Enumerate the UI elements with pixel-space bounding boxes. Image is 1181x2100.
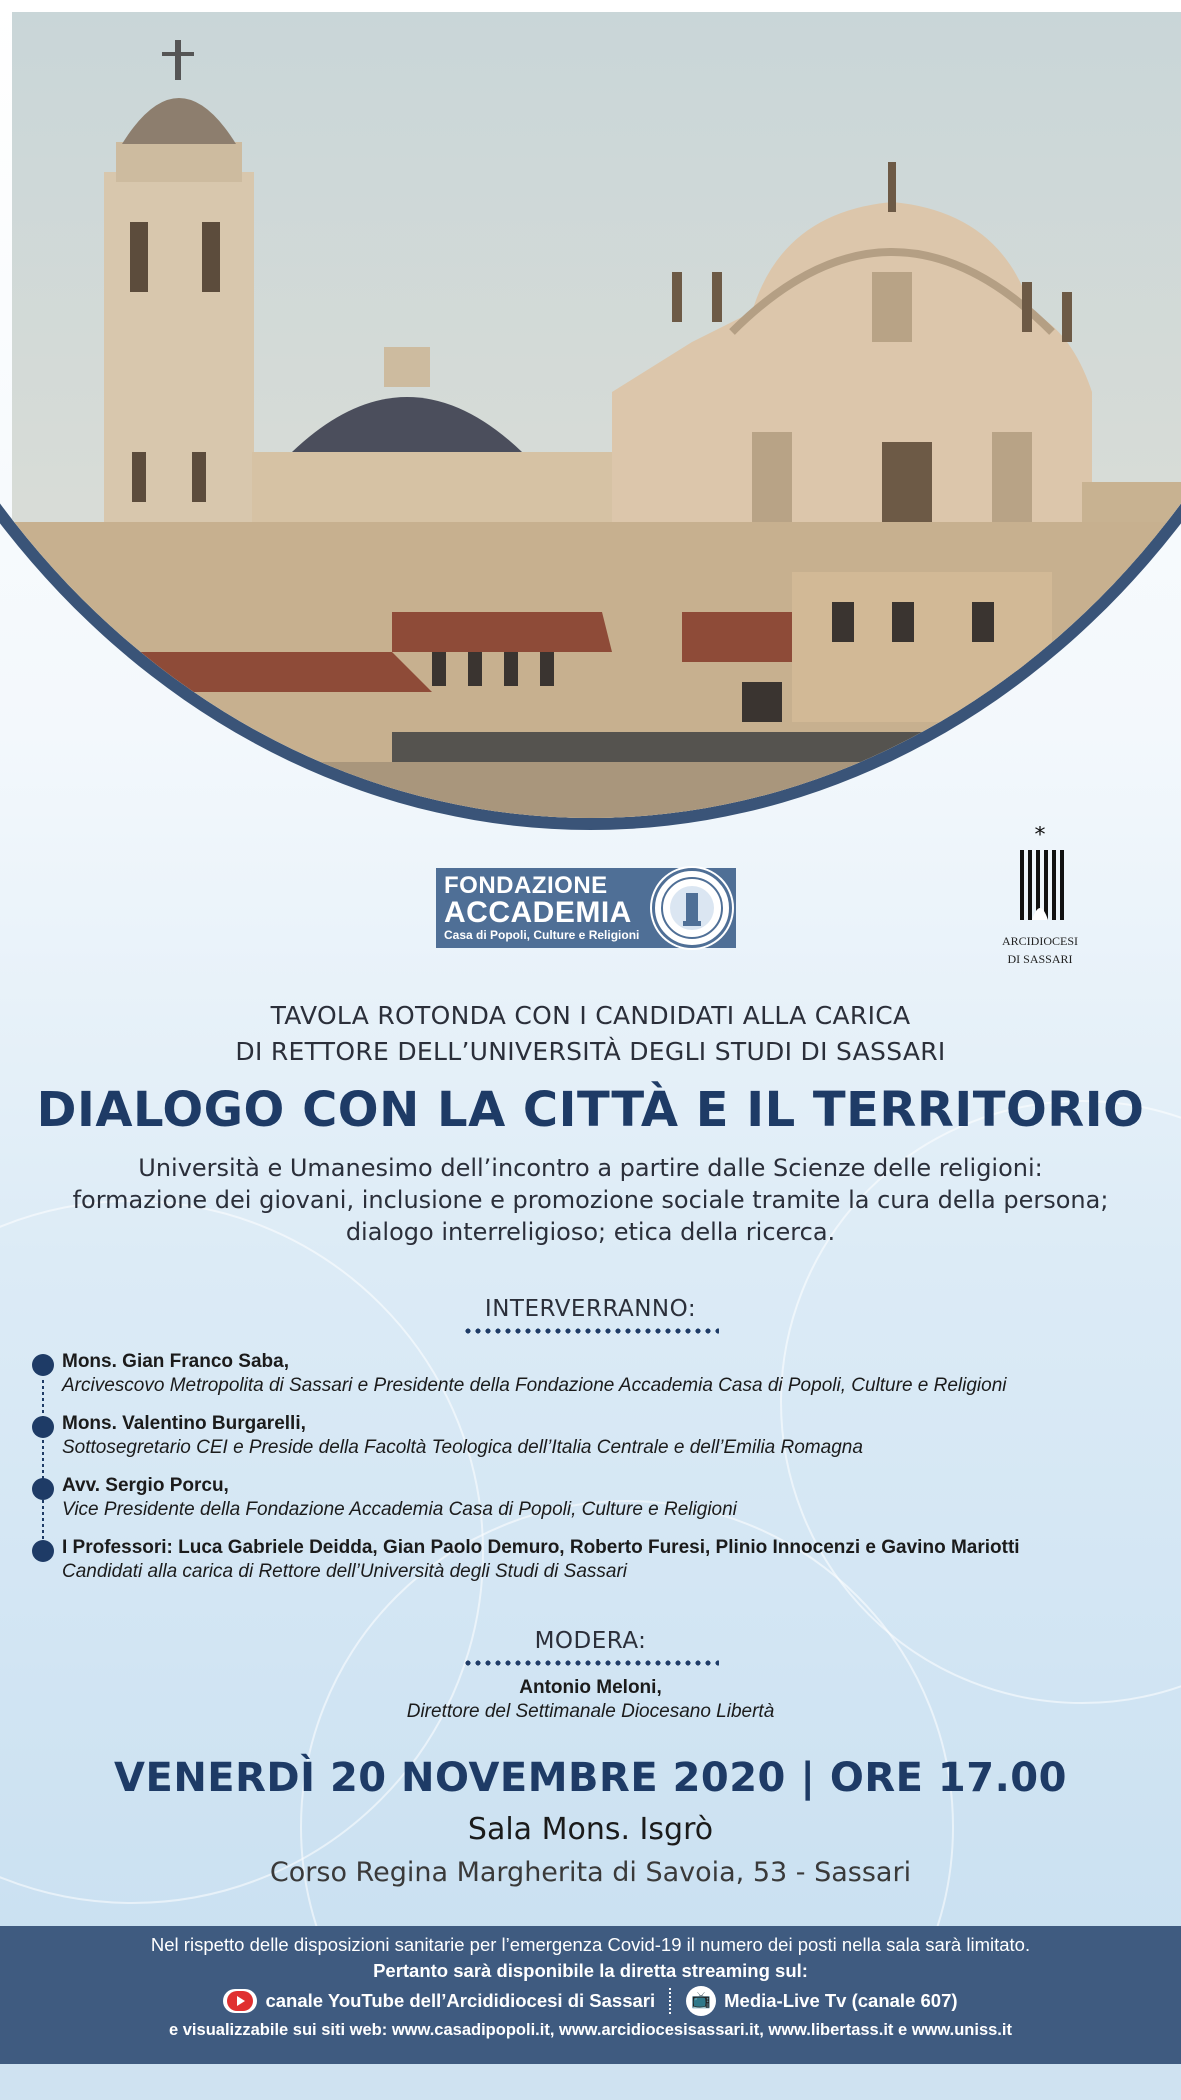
footer-channels — [0, 1984, 1181, 2018]
logo-line-2: ACCADEMIA — [444, 896, 632, 929]
speaker-item — [30, 1536, 1160, 1584]
footer-banner — [0, 1926, 1181, 2064]
speaker-name: Mons. Valentino Burgarelli — [62, 1413, 301, 1434]
event-date: VENERDÌ 20 NOVEMBRE 2020 | ORE 17.00 — [114, 1755, 1067, 1801]
svg-text:*: * — [1034, 826, 1046, 848]
speaker-name: I Professori: Luca Gabriele Deidda, Gian Paolo Demuro, Roberto Furesi, Plinio Innocenzi e Gavino Mariotti — [62, 1537, 1020, 1558]
subtitle-line-1: TAVOLA ROTONDA CON I CANDIDATI ALLA CARICA — [270, 1001, 911, 1030]
speaker-role: Vice Presidente della Fondazione Accademia Casa di Popoli, Culture e Religioni — [62, 1499, 737, 1520]
tv-icon: 📺 — [686, 1986, 716, 2016]
event-subtitle — [0, 998, 1181, 1070]
speaker-role: Arcivescovo Metropolita di Sassari e Presidente della Fondazione Accademia Casa di Popoli, Culture e Religioni — [62, 1375, 1007, 1396]
logo-line-1: FONDAZIONE — [444, 872, 608, 899]
fondazione-seal-icon — [652, 868, 732, 948]
bullet-icon — [32, 1478, 54, 1500]
arcidiocesi-line-2: DI SASSARI — [1007, 952, 1073, 966]
tv-channel-link[interactable]: Media-Live Tv (canale 607) — [724, 1990, 958, 2011]
arcidiocesi-line-1: ARCIDIOCESI — [1001, 934, 1078, 948]
cathedral-photo — [12, 12, 1181, 830]
logo-line-3: Casa di Popoli, Culture e Religioni — [444, 928, 640, 942]
speaker-item: Mons. Gian Franco Saba, Arcivescovo Metropolita di Sassari e Presidente della Fondazione Accademia Casa di Popoli, Culture e Religioni — [30, 1350, 1160, 1398]
speaker-name: Mons. Gian Franco Saba — [62, 1351, 284, 1372]
youtube-channel-link[interactable]: canale YouTube dell’Arcididiocesi di Sassari — [265, 1990, 656, 2011]
moderator-role: Direttore del Settimanale Diocesano Libertà — [406, 1701, 775, 1722]
speakers-heading: INTERVERRANNO: — [484, 1296, 697, 1322]
event-title: DIALOGO CON LA CITTÀ E IL TERRITORIO — [36, 1082, 1145, 1138]
event-venue: Sala Mons. Isgrò — [467, 1812, 714, 1847]
bullet-icon — [32, 1540, 54, 1562]
event-address: Corso Regina Margherita di Savoia, 53 - Sassari — [269, 1857, 912, 1888]
fondazione-accademia-logo — [436, 868, 736, 948]
cathedral-photo-frame — [0, 0, 1181, 830]
dotted-divider — [463, 1660, 719, 1666]
speaker-role: Sottosegretario CEI e Preside della Facoltà Teologica dell’Italia Centrale e dell’Emilia Romagna — [62, 1437, 863, 1458]
footer-streaming-notice: Pertanto sarà disponibile la diretta streaming sul: — [373, 1960, 808, 1981]
speaker-list — [30, 1350, 1160, 1598]
moderator-block: MODERA: Antonio Meloni, Direttore del Settimanale Diocesano Libertà — [0, 1628, 1181, 1724]
event-description — [0, 1152, 1181, 1248]
separator — [669, 1988, 672, 2014]
subtitle-line-2: DI RETTORE DELL’UNIVERSITÀ DEGLI STUDI DI SASSARI — [235, 1037, 946, 1066]
speaker-item: Mons. Valentino Burgarelli, Sottosegretario CEI e Preside della Facoltà Teologica dell’Italia Centrale e dell’Emilia Romagna — [30, 1412, 1160, 1460]
arcidiocesi-emblem-icon — [1010, 826, 1070, 926]
bottom-strip — [0, 2064, 1181, 2100]
bullet-icon — [32, 1416, 54, 1438]
speaker-role: Candidati alla carica di Rettore dell’Università degli Studi di Sassari — [62, 1561, 627, 1582]
footer-covid-notice: Nel rispetto delle disposizioni sanitarie per l’emergenza Covid-19 il numero dei posti nella sala sarà limitato. — [150, 1934, 1031, 1955]
bullet-icon — [32, 1354, 54, 1376]
speaker-name: Avv. Sergio Porcu — [62, 1475, 224, 1496]
description-line-3: dialogo interreligioso; etica della ricerca. — [345, 1218, 836, 1246]
dotted-divider — [463, 1328, 719, 1334]
moderator-name: Antonio Meloni — [519, 1677, 657, 1698]
arcidiocesi-logo — [980, 826, 1100, 966]
footer-websites: e visualizzabile sui siti web: www.casadipopoli.it, www.arcidiocesisassari.it, www.libertass.it e www.uniss.it — [169, 2021, 1012, 2039]
speakers-heading-block — [0, 1296, 1181, 1334]
speaker-item: Avv. Sergio Porcu, Vice Presidente della Fondazione Accademia Casa di Popoli, Culture e Religioni — [30, 1474, 1160, 1522]
description-line-1: Università e Umanesimo dell’incontro a partire dalle Scienze delle religioni: — [138, 1154, 1043, 1182]
description-line-2: formazione dei giovani, inclusione e promozione sociale tramite la cura della persona; — [72, 1186, 1109, 1214]
moderator-heading: MODERA: — [534, 1628, 647, 1654]
youtube-icon — [223, 1989, 257, 2013]
